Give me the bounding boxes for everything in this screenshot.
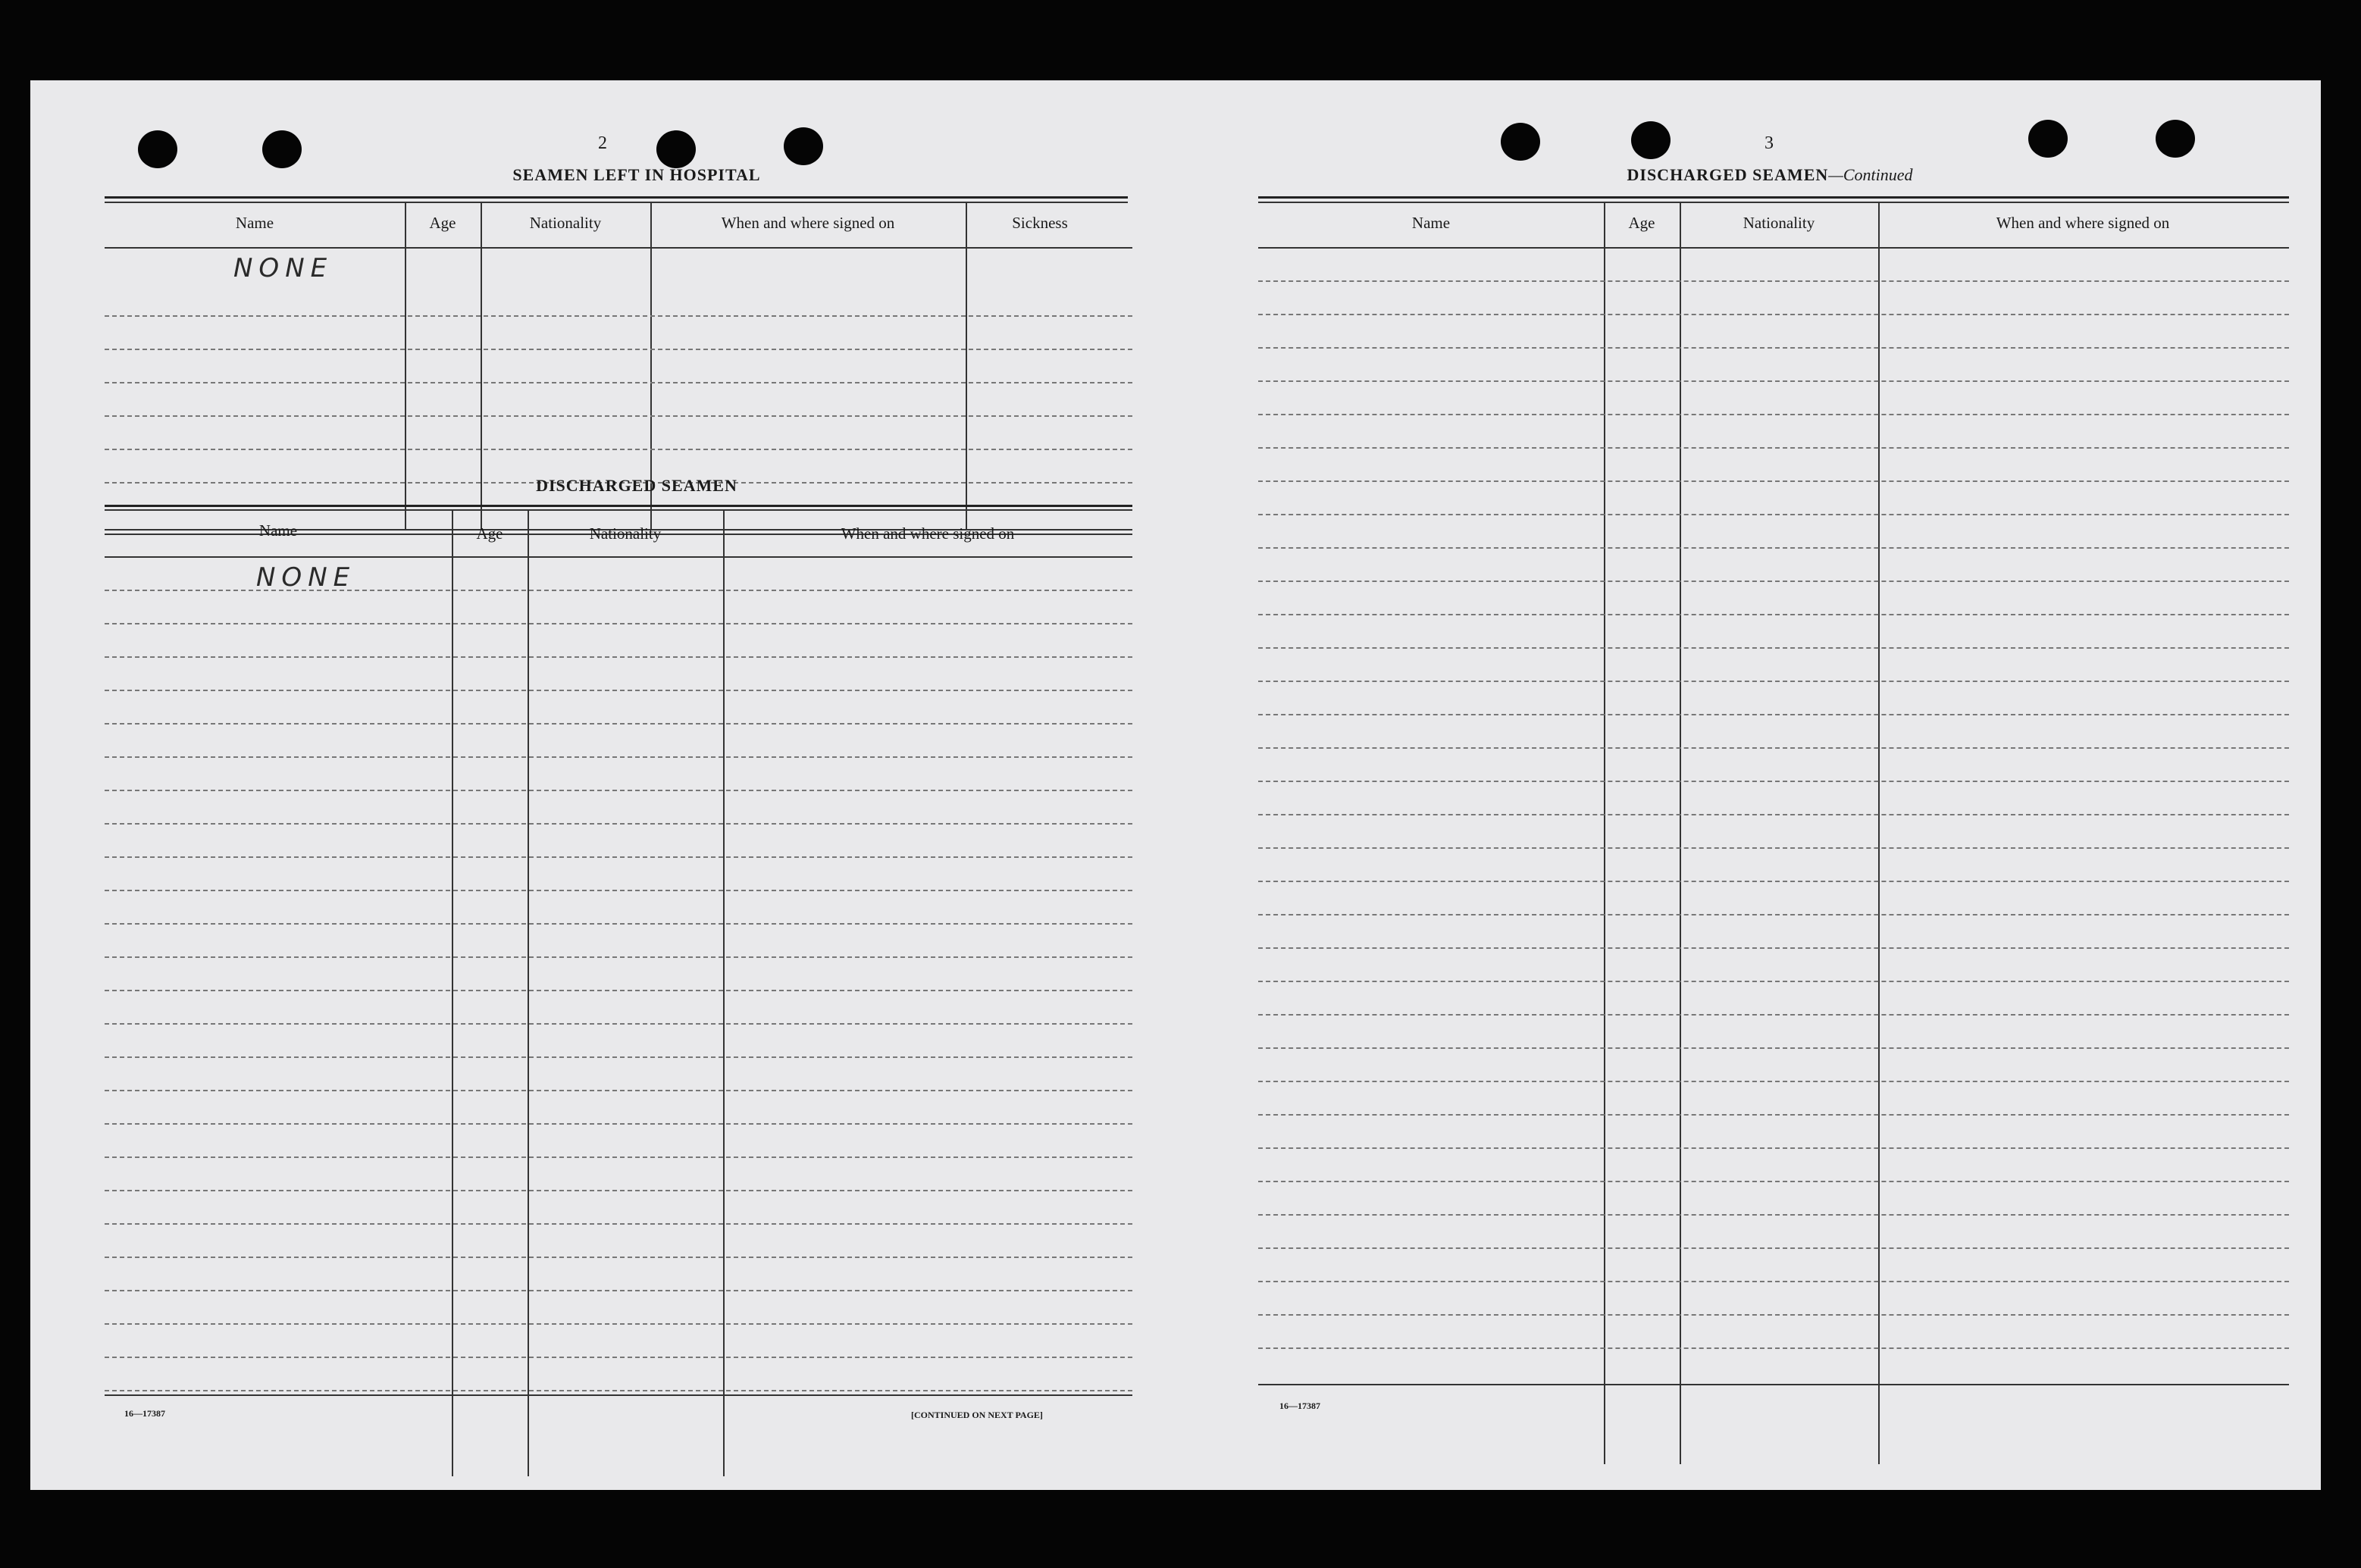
punch-hole — [138, 130, 177, 168]
table-row — [105, 923, 1132, 925]
discharged-top-rule — [105, 505, 1132, 507]
table-row — [105, 315, 1132, 317]
continued-note: [CONTINUED ON NEXT PAGE] — [911, 1410, 1043, 1420]
hospital-col-nationality: Nationality — [529, 214, 602, 232]
table-row — [1258, 1281, 2289, 1282]
discharged-entry-handwritten: NONE — [256, 562, 356, 593]
punch-hole — [2028, 120, 2068, 158]
table-row — [1258, 347, 2289, 349]
table-row — [105, 349, 1132, 350]
table-row — [105, 723, 1132, 725]
page-number-left: 2 — [598, 133, 607, 153]
table-row — [1258, 514, 2289, 515]
table-row — [105, 1156, 1132, 1158]
table-row — [1258, 480, 2289, 482]
table-row — [1258, 1047, 2289, 1049]
page-number-right: 3 — [1764, 133, 1774, 153]
table-row — [105, 623, 1132, 624]
table-row — [1258, 981, 2289, 982]
table-row — [105, 449, 1132, 450]
table-row — [105, 415, 1132, 417]
table-row — [105, 1390, 1132, 1391]
discharged-col-age: Age — [476, 524, 503, 543]
discharged-header-rule — [105, 556, 1132, 558]
table-row — [1258, 1147, 2289, 1149]
table-row — [105, 1190, 1132, 1191]
hospital-col-age: Age — [429, 214, 456, 232]
table-row — [105, 1123, 1132, 1125]
right-col-nationality: Nationality — [1743, 214, 1815, 232]
table-row — [105, 1023, 1132, 1025]
table-row — [1258, 781, 2289, 782]
punch-hole — [1631, 121, 1671, 159]
right-header-rule — [1258, 247, 2289, 249]
table-row — [1258, 947, 2289, 949]
table-row — [105, 856, 1132, 858]
form-number-right: 16—17387 — [1279, 1401, 1320, 1411]
table-row — [1258, 414, 2289, 415]
table-row — [1258, 814, 2289, 815]
right-col-age: Age — [1628, 214, 1655, 232]
right-top-rule — [1258, 196, 2289, 199]
table-row — [105, 382, 1132, 383]
discharged-section-title: DISCHARGED SEAMEN — [536, 476, 737, 495]
table-row — [1258, 847, 2289, 849]
hospital-top-rule — [105, 196, 1128, 199]
table-row — [1258, 280, 2289, 282]
right-col-name: Name — [1411, 214, 1451, 232]
hospital-col-name: Name — [235, 214, 274, 232]
discharged-continued-suffix: —Continued — [1828, 165, 1913, 184]
hospital-entry-handwritten: NONE — [233, 253, 333, 283]
table-row — [105, 1357, 1132, 1358]
table-row — [105, 890, 1132, 891]
table-row — [1258, 681, 2289, 682]
table-row — [105, 656, 1132, 658]
table-row — [1258, 881, 2289, 882]
table-row — [1258, 547, 2289, 549]
punch-hole — [784, 127, 823, 165]
table-row — [1258, 1114, 2289, 1116]
table-row — [1258, 447, 2289, 449]
hospital-col-when-where: When and where signed on — [721, 214, 895, 232]
table-row — [105, 990, 1132, 991]
table-row — [1258, 1014, 2289, 1016]
table-row — [1258, 614, 2289, 615]
discharged-continued-title — [1546, 165, 1993, 185]
discharged-bottom-rule — [105, 1394, 1132, 1396]
table-row — [1258, 1181, 2289, 1182]
punch-hole — [656, 130, 696, 168]
table-row — [105, 756, 1132, 758]
hospital-header-rule — [105, 247, 1132, 249]
discharged-col-nationality: Nationality — [589, 524, 662, 543]
table-row — [1258, 1247, 2289, 1249]
table-row — [1258, 647, 2289, 649]
hospital-col-sickness: Sickness — [1012, 214, 1068, 232]
form-number-left: 16—17387 — [124, 1408, 165, 1419]
table-row — [105, 590, 1132, 591]
table-row — [105, 790, 1132, 791]
table-row — [1258, 1314, 2289, 1316]
table-row — [1258, 1214, 2289, 1216]
discharged-continued-title-main: DISCHARGED SEAMEN — [1627, 165, 1829, 184]
table-row — [1258, 1347, 2289, 1349]
table-row — [105, 1223, 1132, 1225]
hospital-section-title: SEAMEN LEFT IN HOSPITAL — [512, 165, 761, 184]
right-col-when-where: When and where signed on — [1996, 214, 2170, 232]
table-row — [1258, 914, 2289, 915]
ledger-sheet — [30, 80, 2321, 1490]
table-row — [1258, 714, 2289, 715]
table-row — [105, 956, 1132, 958]
table-row — [1258, 747, 2289, 749]
punch-hole — [262, 130, 302, 168]
table-row — [105, 1323, 1132, 1325]
table-row — [1258, 1081, 2289, 1082]
table-row — [105, 1290, 1132, 1291]
table-row — [105, 690, 1132, 691]
table-row — [1258, 314, 2289, 315]
table-row — [105, 1090, 1132, 1091]
table-row — [105, 1257, 1132, 1258]
table-row — [105, 1056, 1132, 1058]
table-row — [105, 823, 1132, 825]
table-row — [1258, 581, 2289, 582]
punch-hole — [2156, 120, 2195, 158]
discharged-col-when-where: When and where signed on — [841, 524, 1015, 543]
table-row — [1258, 380, 2289, 382]
right-bottom-rule — [1258, 1384, 2289, 1385]
discharged-col-name: Name — [258, 521, 298, 540]
punch-hole — [1501, 123, 1540, 161]
